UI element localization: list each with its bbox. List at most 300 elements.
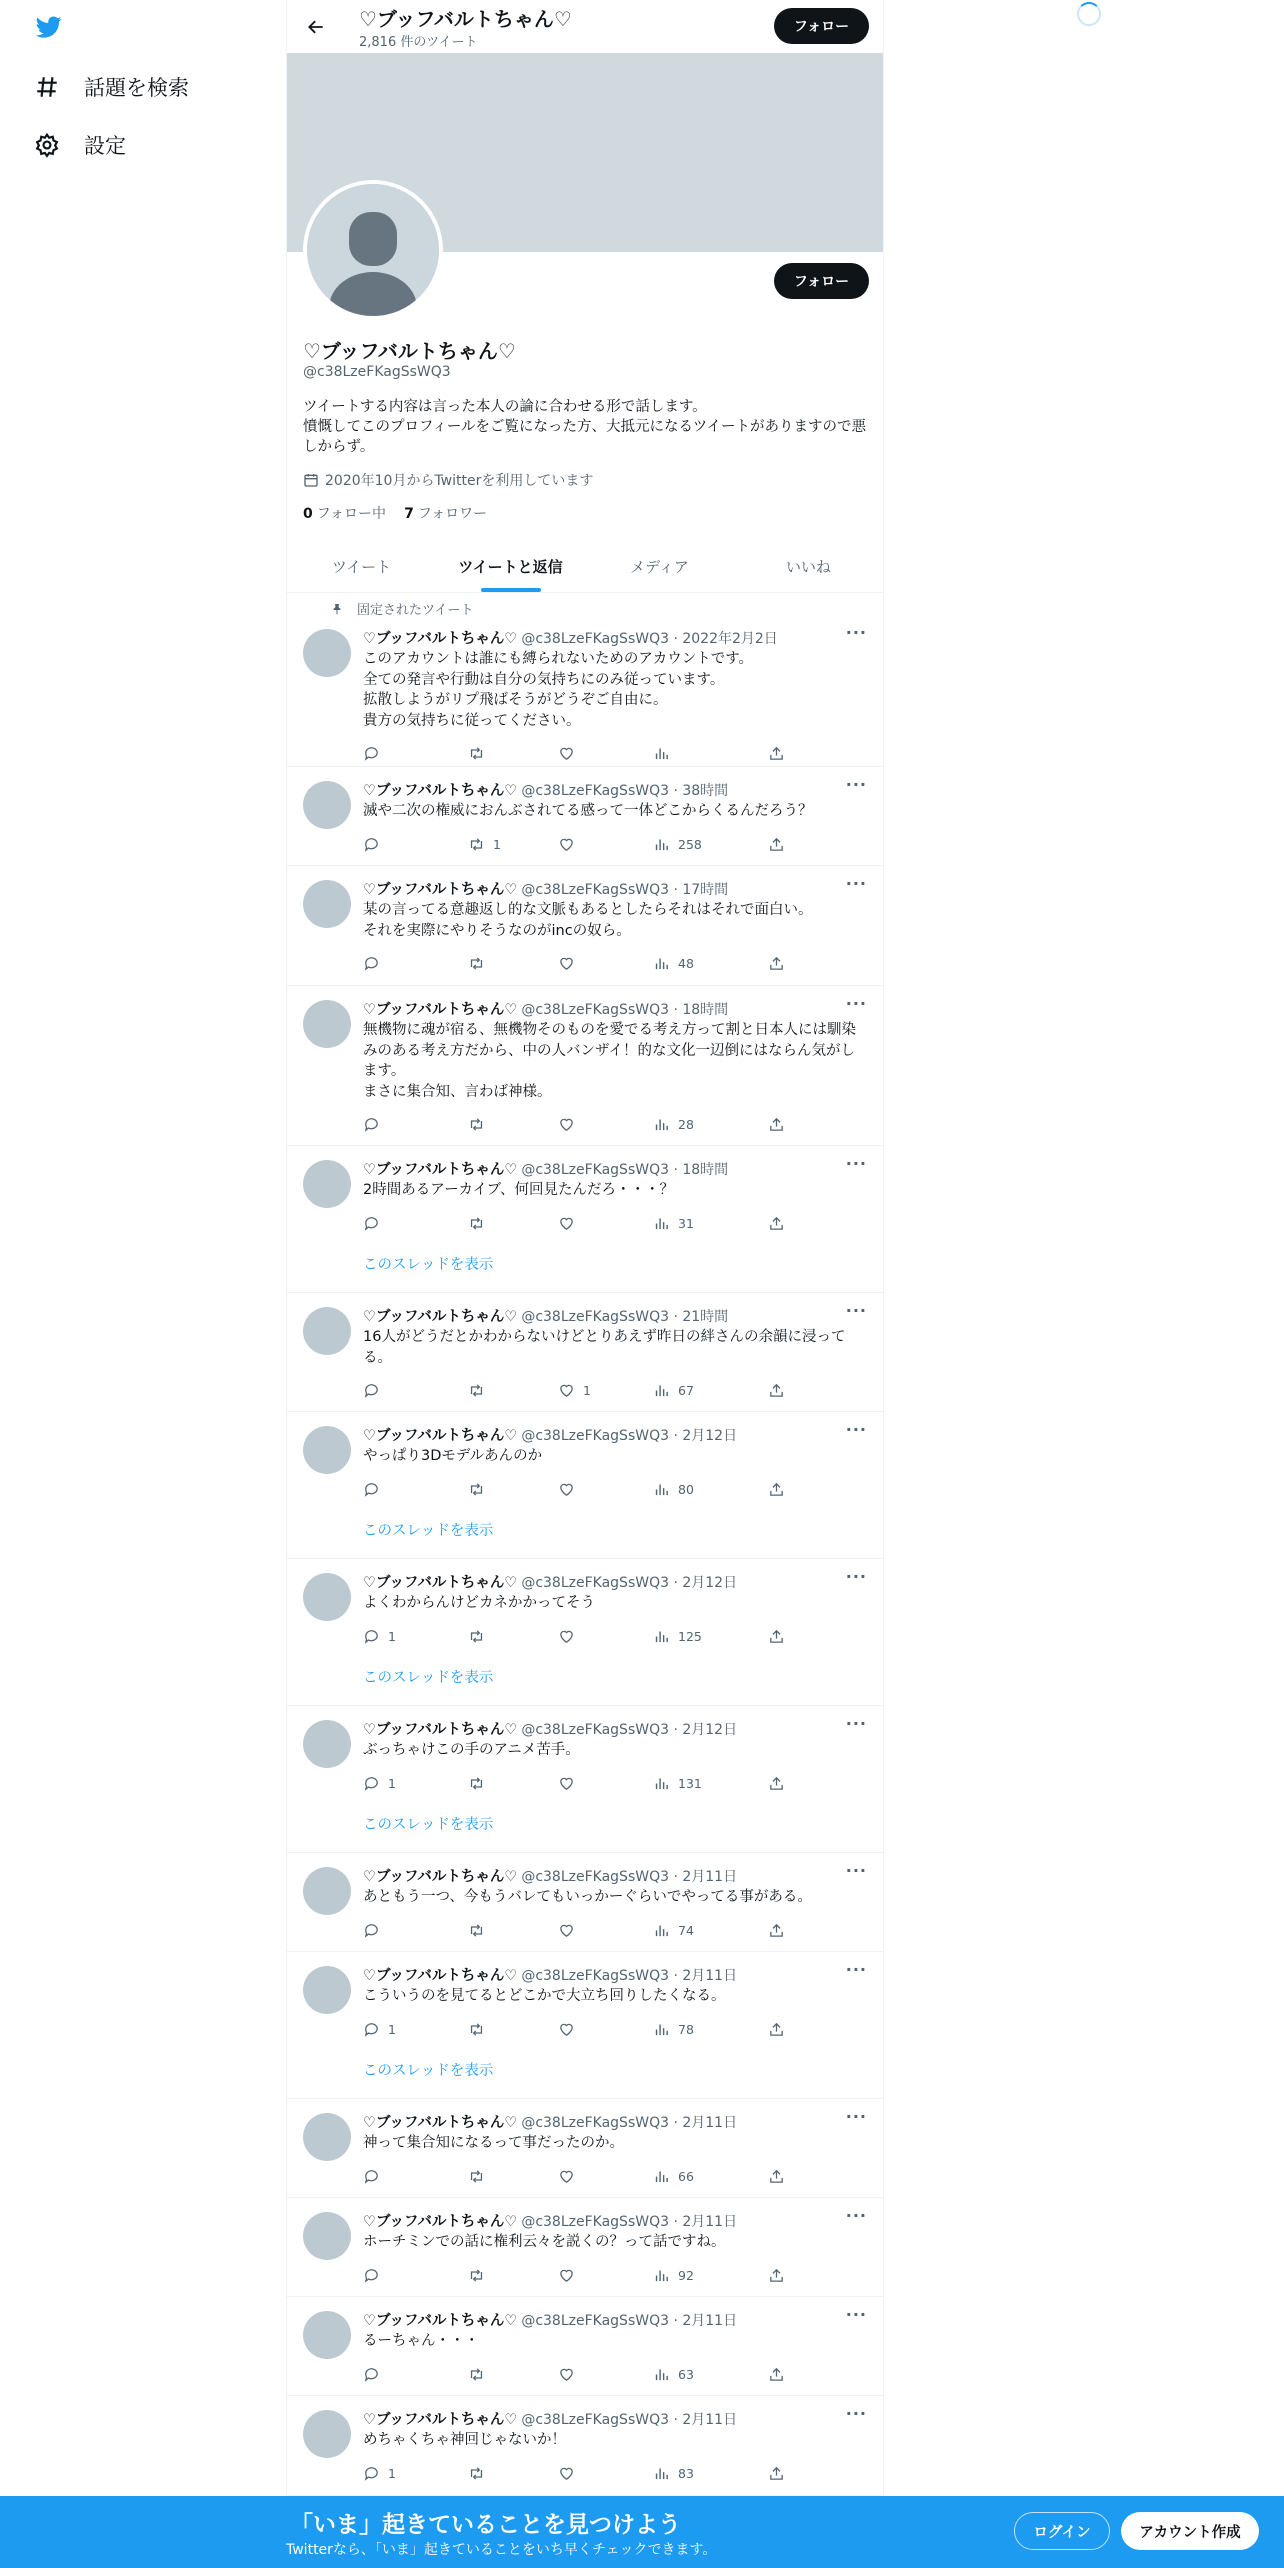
retweet-icon bbox=[468, 1382, 485, 1399]
views-icon bbox=[653, 836, 670, 853]
tweet[interactable] bbox=[287, 1559, 883, 1706]
share-icon bbox=[768, 2465, 785, 2482]
share-button[interactable] bbox=[768, 836, 785, 853]
views-count: 28 bbox=[678, 1117, 694, 1132]
tweet-actions bbox=[363, 1116, 803, 1136]
more-options-icon[interactable]: ··· bbox=[845, 775, 867, 794]
following-link[interactable] bbox=[303, 503, 386, 523]
share-button[interactable] bbox=[768, 1922, 785, 1939]
retweet-button[interactable] bbox=[468, 2021, 493, 2038]
profile-handle: @c38LzeFKagSsWQ3 bbox=[303, 364, 451, 380]
tweet-avatar[interactable] bbox=[303, 629, 351, 677]
views-button[interactable] bbox=[653, 1775, 702, 1792]
tweet-header bbox=[363, 2408, 737, 2429]
tweet-author-name[interactable]: ♡ブッフバルトちゃん♡ bbox=[363, 882, 518, 898]
more-options-icon[interactable]: ··· bbox=[845, 1861, 867, 1880]
tweet-meta: @c38LzeFKagSsWQ3 · 38時間 bbox=[521, 783, 729, 799]
retweet-button[interactable] bbox=[468, 836, 501, 853]
like-button[interactable] bbox=[558, 1628, 583, 1645]
tweet-text: 某の言ってる意趣返し的な文脈もあるとしたらそれはそれで面白い。 それを実際にやりそうなのがincの奴ら。 bbox=[363, 902, 813, 939]
tweet-text: ぶっちゃけこの手のアニメ苦手。 bbox=[363, 1742, 580, 1758]
retweet-button[interactable] bbox=[468, 2267, 493, 2284]
tweet-text: やっぱり3Dモデルあんのか bbox=[363, 1448, 543, 1464]
like-button[interactable] bbox=[558, 1382, 591, 1399]
tweet[interactable] bbox=[287, 2198, 883, 2297]
more-options-icon[interactable]: ··· bbox=[845, 1301, 867, 1320]
tweet[interactable] bbox=[287, 1412, 883, 1559]
like-icon bbox=[558, 745, 575, 762]
like-icon bbox=[558, 2168, 575, 2185]
tweet-meta: @c38LzeFKagSsWQ3 · 2月12日 bbox=[521, 1428, 738, 1444]
tweet-avatar[interactable] bbox=[303, 2311, 351, 2359]
like-icon bbox=[558, 2021, 575, 2038]
nav-settings-label: 設定 bbox=[84, 134, 126, 158]
tweet-avatar[interactable] bbox=[303, 1966, 351, 2014]
tweet-author-name[interactable]: ♡ブッフバルトちゃん♡ bbox=[363, 2313, 518, 2329]
reply-button[interactable] bbox=[363, 1922, 388, 1939]
retweet-button[interactable] bbox=[468, 1922, 493, 1939]
views-button[interactable] bbox=[653, 1922, 694, 1939]
like-count: 1 bbox=[583, 1383, 591, 1398]
views-icon bbox=[653, 1116, 670, 1133]
views-button[interactable] bbox=[653, 2021, 694, 2038]
views-count: 31 bbox=[678, 1215, 694, 1231]
reply-button[interactable] bbox=[363, 2168, 388, 2185]
retweet-button[interactable] bbox=[468, 1775, 493, 1792]
tweet-meta: @c38LzeFKagSsWQ3 · 17時間 bbox=[521, 882, 729, 898]
tweet[interactable] bbox=[287, 1146, 883, 1293]
show-thread-link[interactable]: このスレッドを表示 bbox=[363, 1522, 494, 1539]
tab-tweets[interactable]: ツイート bbox=[331, 557, 392, 576]
tweet-actions bbox=[363, 1628, 803, 1648]
share-button[interactable] bbox=[768, 1382, 785, 1399]
like-icon bbox=[558, 1215, 575, 1232]
tweet-author-name[interactable]: ♡ブッフバルトちゃん♡ bbox=[363, 1869, 518, 1885]
reply-button[interactable] bbox=[363, 1215, 388, 1232]
share-icon bbox=[768, 1116, 785, 1133]
profile-follow-button[interactable]: フォロー bbox=[774, 263, 869, 299]
like-button[interactable] bbox=[558, 2366, 583, 2383]
profile-display-name: ♡ブッフバルトちゃん♡ bbox=[303, 339, 516, 363]
tweet-actions bbox=[363, 745, 803, 765]
tweet-actions bbox=[363, 836, 803, 856]
retweet-button[interactable] bbox=[468, 1481, 493, 1498]
views-button[interactable] bbox=[653, 836, 702, 853]
tweet-avatar[interactable] bbox=[303, 2113, 351, 2161]
tab-likes[interactable]: いいね bbox=[785, 557, 831, 576]
more-options-icon[interactable]: ··· bbox=[845, 1960, 867, 1979]
share-button[interactable] bbox=[768, 1215, 785, 1232]
like-icon bbox=[558, 2366, 575, 2383]
tweet-avatar[interactable] bbox=[303, 781, 351, 829]
reply-icon bbox=[363, 1382, 380, 1399]
retweet-icon bbox=[468, 1116, 485, 1133]
like-icon bbox=[558, 2267, 575, 2284]
tweet-header bbox=[363, 1424, 737, 1445]
tweet-actions bbox=[363, 1775, 803, 1795]
like-button[interactable] bbox=[558, 2021, 583, 2038]
tweet-author-name[interactable]: ♡ブッフバルトちゃん♡ bbox=[363, 631, 518, 647]
retweet-button[interactable] bbox=[468, 955, 493, 972]
share-button[interactable] bbox=[768, 2366, 785, 2383]
like-button[interactable] bbox=[558, 745, 583, 762]
tweet-text: このアカウントは誰にも縛られないためのアカウントです。 全ての発言や行動は自分の気持ちにのみ従っています。 拡散しようがリプ飛ばそうがどうぞご自由に。 貴方の気持ちに従ってください。 bbox=[363, 651, 754, 729]
loading-spinner-icon bbox=[1077, 2, 1101, 26]
retweet-icon bbox=[468, 2168, 485, 2185]
retweet-icon bbox=[468, 2267, 485, 2284]
share-button[interactable] bbox=[768, 2465, 785, 2482]
nav-explore-label: 話題を検索 bbox=[84, 76, 189, 100]
followers-link[interactable] bbox=[404, 503, 487, 523]
views-icon bbox=[653, 955, 670, 972]
reply-icon bbox=[363, 1215, 380, 1232]
tweet-author-name[interactable]: ♡ブッフバルトちゃん♡ bbox=[363, 1722, 518, 1738]
like-button[interactable] bbox=[558, 2465, 583, 2482]
more-options-icon[interactable]: ··· bbox=[845, 623, 867, 642]
header-follow-button[interactable]: フォロー bbox=[774, 8, 869, 44]
share-icon bbox=[768, 2267, 785, 2284]
tweet-header bbox=[363, 779, 728, 800]
tweet[interactable] bbox=[287, 866, 883, 986]
tweet[interactable] bbox=[287, 986, 883, 1146]
more-options-icon[interactable]: ··· bbox=[845, 1714, 867, 1733]
retweet-button[interactable] bbox=[468, 1382, 493, 1399]
retweet-button[interactable] bbox=[468, 2366, 493, 2383]
share-button[interactable] bbox=[768, 1775, 785, 1792]
views-count: 131 bbox=[678, 1775, 702, 1791]
views-button[interactable] bbox=[653, 1382, 694, 1399]
tweet-header bbox=[363, 1305, 728, 1326]
retweet-button[interactable] bbox=[468, 2465, 493, 2482]
views-icon bbox=[653, 1922, 670, 1939]
like-button[interactable] bbox=[558, 2267, 583, 2284]
tweet-author-name[interactable]: ♡ブッフバルトちゃん♡ bbox=[363, 1428, 518, 1444]
share-button[interactable] bbox=[768, 2168, 785, 2185]
tweet-author-name[interactable]: ♡ブッフバルトちゃん♡ bbox=[363, 1575, 518, 1591]
views-button[interactable] bbox=[653, 2168, 694, 2185]
retweet-icon bbox=[468, 2021, 485, 2038]
retweet-count: 1 bbox=[493, 836, 501, 852]
views-button[interactable] bbox=[653, 2465, 694, 2482]
login-button[interactable]: ログイン bbox=[1014, 2512, 1110, 2550]
show-thread-link[interactable]: このスレッドを表示 bbox=[363, 1816, 494, 1833]
share-icon bbox=[768, 1775, 785, 1792]
share-button[interactable] bbox=[768, 1116, 785, 1133]
like-icon bbox=[558, 955, 575, 972]
more-options-icon[interactable]: ··· bbox=[845, 1567, 867, 1586]
tweet-avatar[interactable] bbox=[303, 1307, 351, 1355]
tweet-text: ホーチミンでの話に権利云々を説くの？って話ですね。 bbox=[363, 2234, 726, 2250]
reply-count: 1 bbox=[388, 1775, 396, 1791]
signup-button[interactable]: アカウント作成 bbox=[1121, 2512, 1259, 2550]
like-button[interactable] bbox=[558, 1215, 583, 1232]
tweet-meta: @c38LzeFKagSsWQ3 · 2月11日 bbox=[521, 2214, 738, 2230]
reply-button[interactable] bbox=[363, 836, 388, 853]
like-button[interactable] bbox=[558, 1481, 583, 1498]
like-button[interactable] bbox=[558, 1116, 583, 1133]
like-button[interactable] bbox=[558, 2168, 583, 2185]
bottom-bar-title: 「いま」起きていることを見つけよう bbox=[290, 2512, 681, 2538]
reply-button[interactable] bbox=[363, 1116, 388, 1133]
tweet-author-name[interactable]: ♡ブッフバルトちゃん♡ bbox=[363, 1968, 518, 1984]
views-icon bbox=[653, 1628, 670, 1645]
reply-count: 1 bbox=[388, 2021, 396, 2037]
tweet-actions bbox=[363, 1215, 803, 1235]
tweet-meta: @c38LzeFKagSsWQ3 · 2月12日 bbox=[521, 1722, 738, 1738]
retweet-button[interactable] bbox=[468, 1116, 493, 1133]
reply-button[interactable] bbox=[363, 1481, 388, 1498]
views-button[interactable] bbox=[653, 1481, 694, 1498]
pin-icon bbox=[331, 603, 343, 615]
profile-avatar[interactable] bbox=[303, 180, 443, 320]
more-options-icon[interactable]: ··· bbox=[845, 2206, 867, 2225]
more-options-icon[interactable]: ··· bbox=[845, 1154, 867, 1173]
tweet-actions bbox=[363, 2021, 803, 2041]
main-column bbox=[286, 0, 884, 2568]
views-count: 125 bbox=[678, 1628, 702, 1644]
like-button[interactable] bbox=[558, 1775, 583, 1792]
like-button[interactable] bbox=[558, 836, 583, 853]
tweet-meta: @c38LzeFKagSsWQ3 · 21時間 bbox=[521, 1309, 729, 1325]
reply-button[interactable] bbox=[363, 2021, 396, 2038]
top-bar bbox=[287, 0, 883, 53]
views-button[interactable] bbox=[653, 2267, 694, 2284]
profile-tabs bbox=[287, 540, 883, 593]
views-icon bbox=[653, 2366, 670, 2383]
tweet[interactable] bbox=[287, 2099, 883, 2198]
views-icon bbox=[653, 1775, 670, 1792]
default-avatar-icon bbox=[307, 184, 439, 316]
tweet-text: るーちゃん・・・ bbox=[363, 2333, 479, 2349]
views-count: 66 bbox=[678, 2168, 694, 2184]
tweet-actions bbox=[363, 2366, 803, 2386]
reply-count: 1 bbox=[388, 2465, 396, 2481]
reply-count: 1 bbox=[388, 1628, 396, 1644]
reply-icon bbox=[363, 2366, 380, 2383]
reply-icon bbox=[363, 2168, 380, 2185]
share-button[interactable] bbox=[768, 955, 785, 972]
tweet-actions bbox=[363, 2465, 803, 2485]
share-button[interactable] bbox=[768, 2021, 785, 2038]
tweet-text: 滅や二次の権威におんぶされてる感って一体どこからくるんだろう？ bbox=[363, 803, 813, 819]
nav-settings[interactable] bbox=[34, 130, 126, 160]
tweet-meta: @c38LzeFKagSsWQ3 · 2月11日 bbox=[521, 1869, 738, 1885]
tweet[interactable] bbox=[287, 2396, 883, 2496]
views-icon bbox=[653, 2267, 670, 2284]
tweet-header bbox=[363, 627, 778, 648]
tweet-actions bbox=[363, 2168, 803, 2188]
tweet-header bbox=[363, 1571, 737, 1592]
tweet-text: 2時間あるアーカイブ、何回見たんだろ・・・？ bbox=[363, 1182, 674, 1198]
reply-icon bbox=[363, 836, 380, 853]
tweet-avatar[interactable] bbox=[303, 1160, 351, 1208]
views-count: 78 bbox=[678, 2021, 694, 2037]
tweet-avatar[interactable] bbox=[303, 1573, 351, 1621]
retweet-button[interactable] bbox=[468, 1215, 493, 1232]
views-button[interactable] bbox=[653, 745, 678, 762]
tweet-header bbox=[363, 1718, 737, 1739]
twitter-logo-icon[interactable] bbox=[34, 14, 64, 40]
more-options-icon[interactable]: ··· bbox=[845, 2404, 867, 2423]
tab-media[interactable]: メディア bbox=[630, 557, 689, 576]
share-icon bbox=[768, 836, 785, 853]
views-icon bbox=[653, 1215, 670, 1232]
tweet[interactable] bbox=[287, 1853, 883, 1952]
share-button[interactable] bbox=[768, 745, 785, 762]
tweet-count: 2,816 件のツイート bbox=[359, 35, 478, 50]
retweet-icon bbox=[468, 1775, 485, 1792]
like-button[interactable] bbox=[558, 955, 583, 972]
views-button[interactable] bbox=[653, 1628, 702, 1645]
retweet-icon bbox=[468, 1481, 485, 1498]
views-button[interactable] bbox=[653, 955, 694, 972]
tweet-actions bbox=[363, 1382, 803, 1402]
views-button[interactable] bbox=[653, 1116, 694, 1133]
tweet-header bbox=[363, 1964, 737, 1985]
tweet-actions bbox=[363, 1922, 803, 1942]
follow-stats bbox=[303, 503, 487, 523]
reply-button[interactable] bbox=[363, 745, 388, 762]
tweet-avatar[interactable] bbox=[303, 880, 351, 928]
tweet[interactable] bbox=[287, 767, 883, 866]
tweet-avatar[interactable] bbox=[303, 2212, 351, 2260]
reply-icon bbox=[363, 955, 380, 972]
tweet-author-name[interactable]: ♡ブッフバルトちゃん♡ bbox=[363, 1162, 518, 1178]
share-icon bbox=[768, 745, 785, 762]
retweet-icon bbox=[468, 2366, 485, 2383]
more-options-icon[interactable]: ··· bbox=[845, 2107, 867, 2126]
tweet-actions bbox=[363, 2267, 803, 2287]
tweet[interactable] bbox=[287, 2297, 883, 2396]
tweet-author-name[interactable]: ♡ブッフバルトちゃん♡ bbox=[363, 2412, 518, 2428]
views-count: 258 bbox=[678, 836, 702, 852]
reply-button[interactable] bbox=[363, 1775, 396, 1792]
tweet-meta: @c38LzeFKagSsWQ3 · 2月11日 bbox=[521, 2115, 738, 2131]
reply-button[interactable] bbox=[363, 2465, 396, 2482]
retweet-button[interactable] bbox=[468, 1628, 493, 1645]
retweet-icon bbox=[468, 1215, 485, 1232]
share-icon bbox=[768, 2366, 785, 2383]
like-icon bbox=[558, 1382, 575, 1399]
views-icon bbox=[653, 2465, 670, 2482]
share-button[interactable] bbox=[768, 1628, 785, 1645]
views-count: 92 bbox=[678, 2267, 694, 2283]
tweet-author-name[interactable]: ♡ブッフバルトちゃん♡ bbox=[363, 2115, 518, 2131]
reply-button[interactable] bbox=[363, 2366, 388, 2383]
like-icon bbox=[558, 1628, 575, 1645]
tweet-header bbox=[363, 998, 728, 1019]
views-button[interactable] bbox=[653, 2366, 694, 2383]
views-button[interactable] bbox=[653, 1215, 694, 1232]
bottom-signup-bar bbox=[0, 2496, 1284, 2568]
tweet-meta: @c38LzeFKagSsWQ3 · 18時間 bbox=[521, 1162, 729, 1178]
views-icon bbox=[653, 1382, 670, 1399]
views-icon bbox=[653, 2021, 670, 2038]
tweet-avatar[interactable] bbox=[303, 2410, 351, 2458]
reply-icon bbox=[363, 1922, 380, 1939]
share-button[interactable] bbox=[768, 2267, 785, 2284]
tweet-avatar[interactable] bbox=[303, 1867, 351, 1915]
views-count: 67 bbox=[678, 1383, 694, 1398]
followers-label: フォロワー bbox=[417, 506, 488, 522]
following-count: 0 bbox=[303, 506, 313, 522]
tweet-meta: @c38LzeFKagSsWQ3 · 2月11日 bbox=[521, 2412, 738, 2428]
share-icon bbox=[768, 955, 785, 972]
show-thread-link[interactable]: このスレッドを表示 bbox=[363, 1669, 494, 1686]
tweet-author-name[interactable]: ♡ブッフバルトちゃん♡ bbox=[363, 783, 518, 799]
back-button[interactable] bbox=[301, 12, 331, 42]
reply-button[interactable] bbox=[363, 955, 388, 972]
more-options-icon[interactable]: ··· bbox=[845, 2305, 867, 2324]
tweet-text: 無機物に魂が宿る、無機物そのものを愛でる考え方って割と日本人には馴染みのある考え方だから、中の人バンザイ！的な文化一辺倒にはならん気がします。 まさに集合知、言わば神様。 bbox=[363, 1022, 856, 1100]
profile-joined bbox=[303, 470, 593, 490]
tweet[interactable] bbox=[287, 1706, 883, 1853]
more-options-icon[interactable]: ··· bbox=[845, 1420, 867, 1439]
reply-button[interactable] bbox=[363, 2267, 388, 2284]
share-icon bbox=[768, 1215, 785, 1232]
tweet-meta: @c38LzeFKagSsWQ3 · 2月12日 bbox=[521, 1575, 738, 1591]
tweet[interactable] bbox=[287, 1293, 883, 1412]
reply-icon bbox=[363, 2267, 380, 2284]
tweet-author-name[interactable]: ♡ブッフバルトちゃん♡ bbox=[363, 1002, 518, 1018]
pinned-label: 固定されたツイート bbox=[331, 599, 473, 618]
tweet[interactable] bbox=[287, 593, 883, 767]
retweet-button[interactable] bbox=[468, 2168, 493, 2185]
followers-count: 7 bbox=[404, 506, 414, 522]
tab-tweets-replies[interactable]: ツイートと返信 bbox=[436, 540, 585, 592]
share-icon bbox=[768, 1628, 785, 1645]
tweet-header bbox=[363, 2309, 737, 2330]
share-icon bbox=[768, 2168, 785, 2185]
header-title: ♡ブッフバルトちゃん♡ bbox=[359, 7, 572, 31]
joined-text: 2020年10月からTwitterを利用しています bbox=[325, 473, 594, 489]
following-label: フォロー中 bbox=[316, 506, 387, 522]
tweet[interactable] bbox=[287, 1952, 883, 2099]
tweet-text: あともう一つ、今もうバレてもいっかーぐらいでやってる事がある。 bbox=[363, 1889, 812, 1905]
tweet-actions bbox=[363, 955, 803, 975]
show-thread-link[interactable]: このスレッドを表示 bbox=[363, 2062, 494, 2079]
reply-button[interactable] bbox=[363, 1628, 396, 1645]
tweet-avatar[interactable] bbox=[303, 1720, 351, 1768]
show-thread-link[interactable]: このスレッドを表示 bbox=[363, 1256, 494, 1273]
like-icon bbox=[558, 1922, 575, 1939]
retweet-icon bbox=[468, 836, 485, 853]
like-icon bbox=[558, 1775, 575, 1792]
reply-icon bbox=[363, 2465, 380, 2482]
more-options-icon[interactable]: ··· bbox=[845, 994, 867, 1013]
arrow-left-icon bbox=[306, 17, 326, 37]
tweet-actions bbox=[363, 1481, 803, 1501]
reply-icon bbox=[363, 1775, 380, 1792]
like-icon bbox=[558, 836, 575, 853]
more-options-icon[interactable]: ··· bbox=[845, 874, 867, 893]
tweet-header bbox=[363, 2210, 737, 2231]
tweet-author-name[interactable]: ♡ブッフバルトちゃん♡ bbox=[363, 2214, 518, 2230]
nav-explore[interactable] bbox=[34, 72, 189, 102]
like-button[interactable] bbox=[558, 1922, 583, 1939]
share-button[interactable] bbox=[768, 1481, 785, 1498]
tweet-text: 16人がどうだとかわからないけどとりあえず昨日の絆さんの余韻に浸ってる。 bbox=[363, 1329, 846, 1366]
retweet-button[interactable] bbox=[468, 745, 493, 762]
reply-button[interactable] bbox=[363, 1382, 388, 1399]
views-count: 80 bbox=[678, 1481, 694, 1497]
share-icon bbox=[768, 1922, 785, 1939]
tweet-avatar[interactable] bbox=[303, 1426, 351, 1474]
tweet-meta: @c38LzeFKagSsWQ3 · 2月11日 bbox=[521, 2313, 738, 2329]
tweet-avatar[interactable] bbox=[303, 1000, 351, 1048]
tweet-header bbox=[363, 2111, 737, 2132]
tweet-author-name[interactable]: ♡ブッフバルトちゃん♡ bbox=[363, 1309, 518, 1325]
